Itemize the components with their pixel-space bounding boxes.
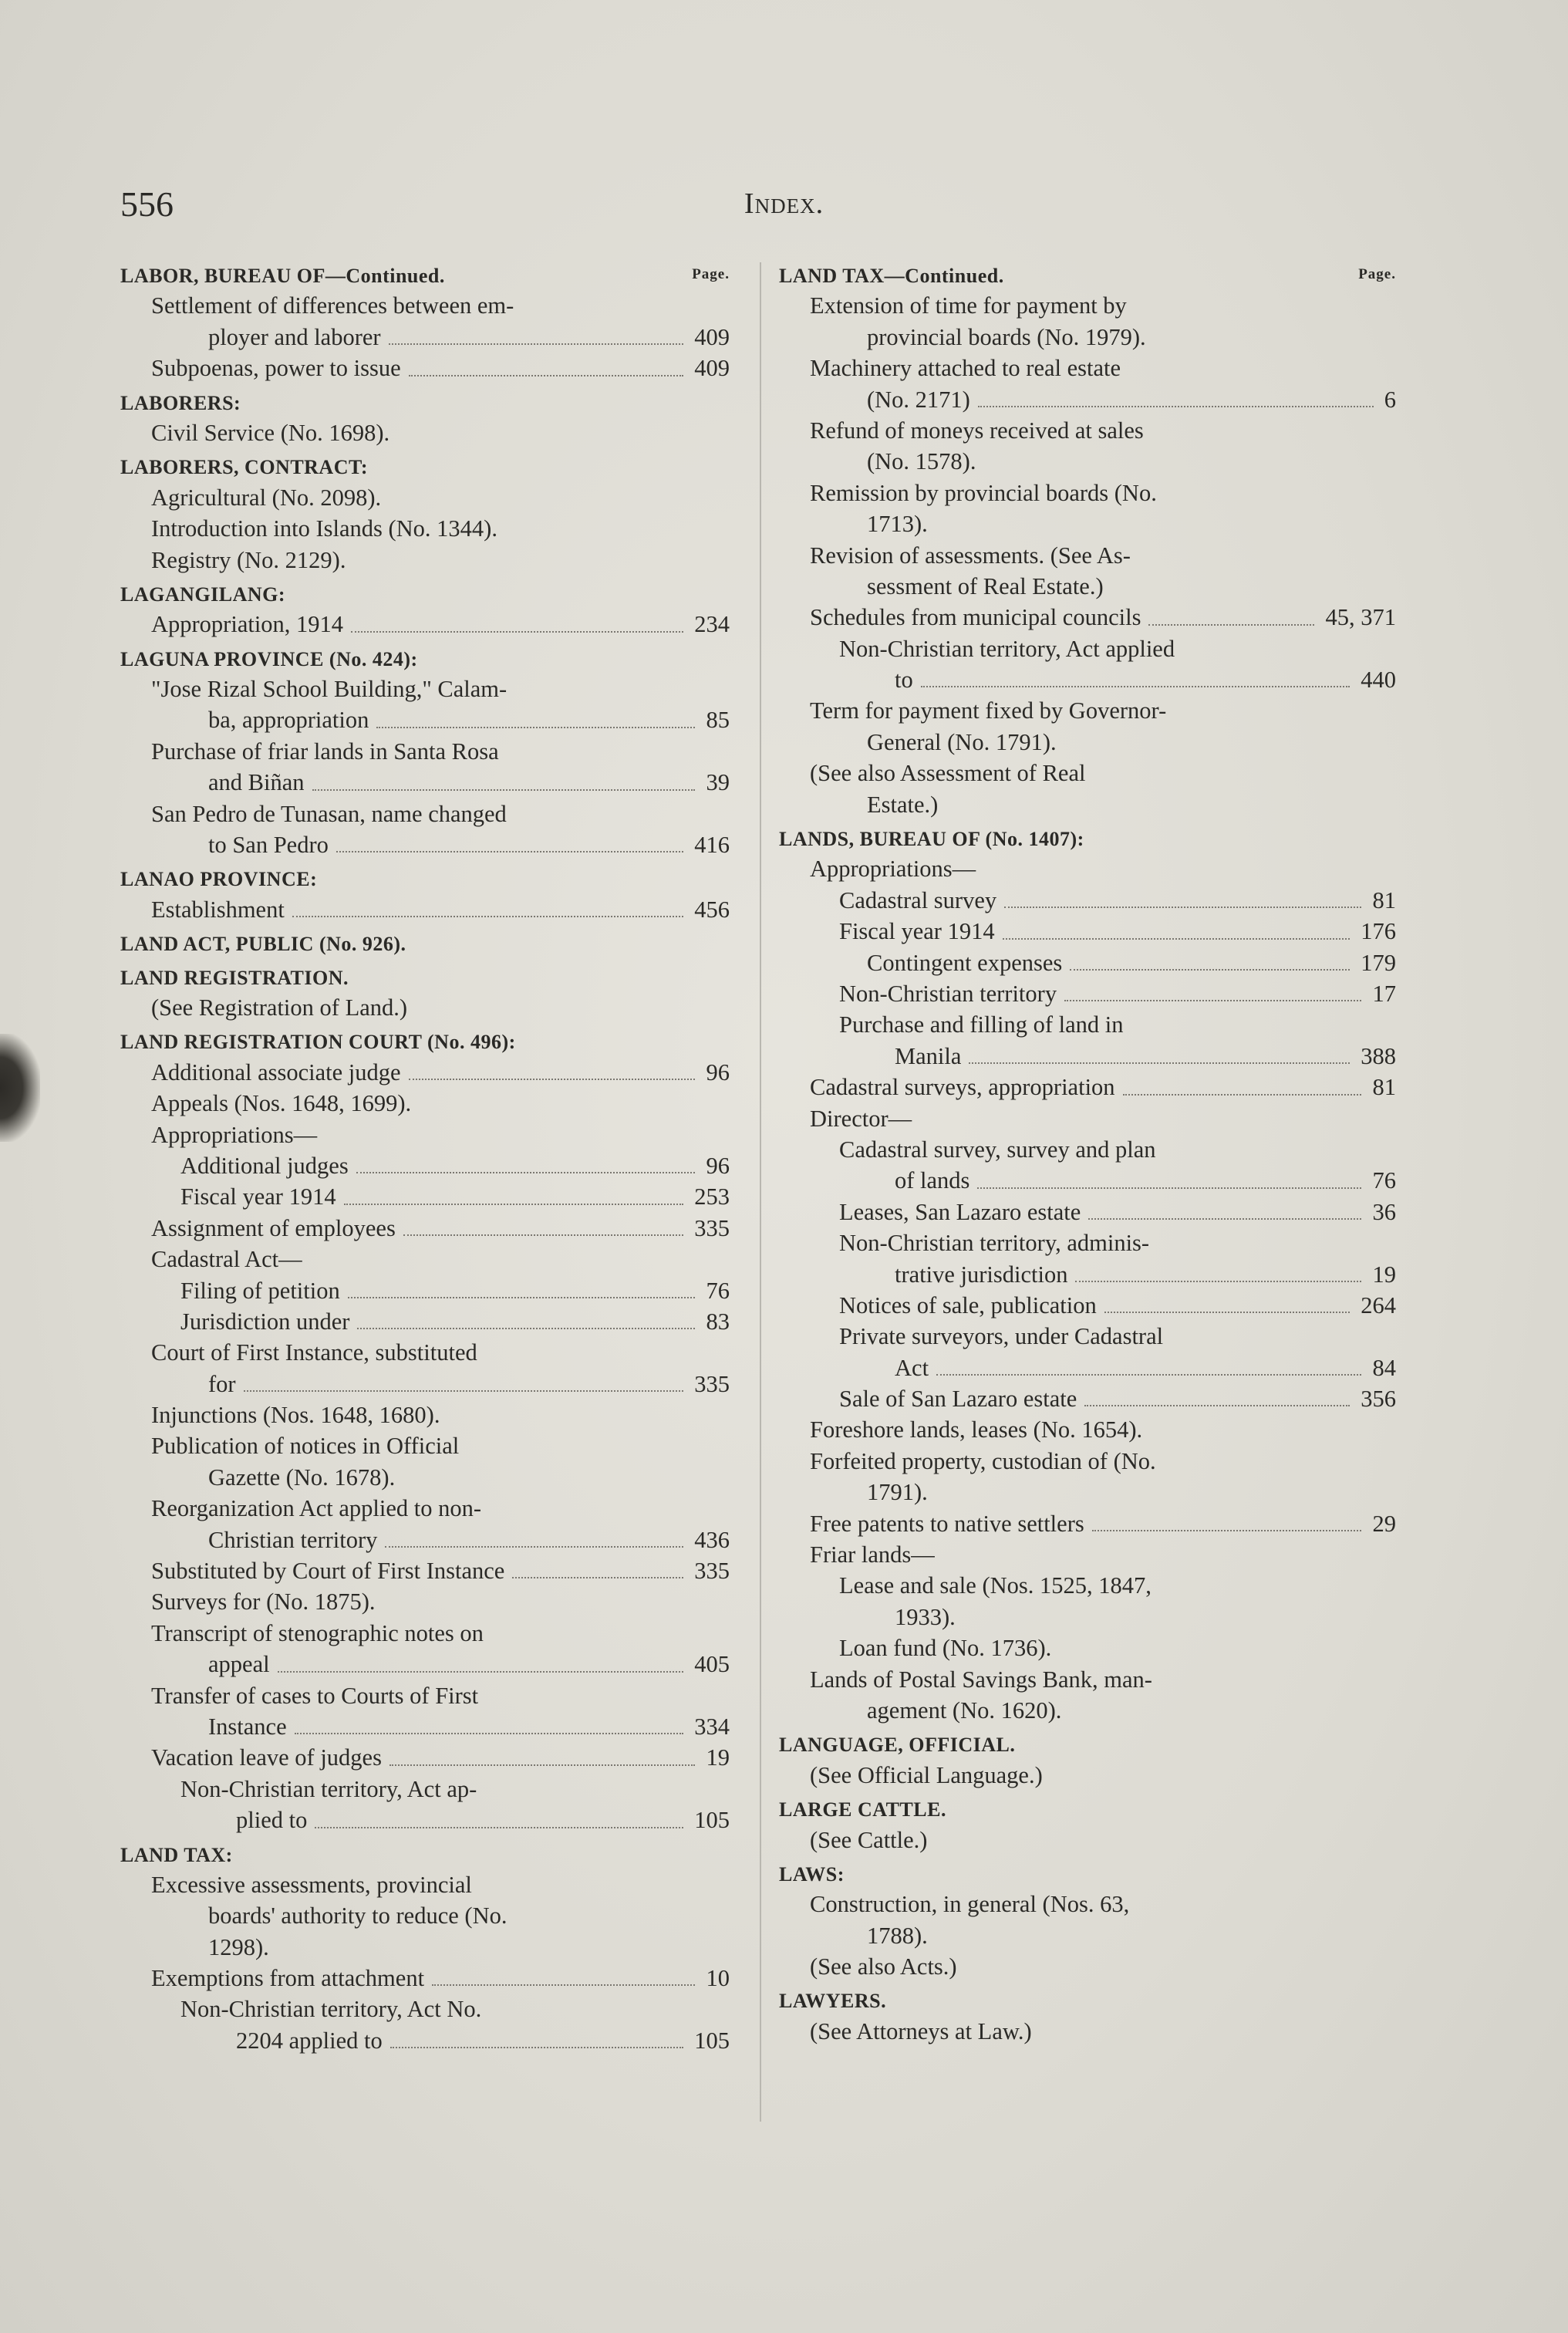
entry-text: Friar lands— — [810, 1541, 935, 1568]
entry-text: LAND REGISTRATION. — [120, 966, 349, 989]
page-reference: 176 — [1361, 918, 1396, 945]
entry-text: to San Pedro — [208, 832, 329, 859]
entry-text: Gazette (No. 1678). — [208, 1464, 396, 1491]
page-reference: 81 — [1372, 886, 1396, 913]
leader-dots — [351, 601, 683, 632]
page-column-label: Page. — [1358, 266, 1396, 282]
page-reference: 335 — [694, 1558, 730, 1585]
leader-dots — [969, 1033, 1350, 1064]
entry-text: Purchase and filling of land in — [839, 1011, 1124, 1038]
index-entry — [120, 482, 730, 513]
entry-text: LABORERS, CONTRACT: — [120, 456, 369, 479]
page-reference: 45, 371 — [1325, 604, 1396, 631]
leader-dots — [348, 1268, 695, 1298]
entry-text: Excessive assessments, provincial — [151, 1871, 472, 1898]
page-reference: 39 — [706, 769, 730, 796]
entry-text: Appropriations— — [810, 856, 976, 883]
index-entry — [120, 1649, 730, 1680]
entry-text: 1298). — [208, 1933, 269, 1960]
index-entry — [120, 1462, 730, 1493]
entry-text: Non-Christian territory, Act applied — [839, 635, 1175, 662]
leader-dots — [921, 657, 1350, 687]
index-entry — [120, 1213, 730, 1244]
entry-text: Agricultural (No. 2098). — [151, 484, 382, 511]
page-reference: 96 — [706, 1152, 730, 1179]
leader-dots — [336, 822, 683, 853]
entry-text: Surveys for (No. 1875). — [151, 1589, 376, 1616]
page-reference: 264 — [1361, 1291, 1396, 1318]
index-entry — [120, 1869, 730, 1900]
entry-text: (No. 2171) — [867, 386, 970, 413]
leader-dots — [357, 1298, 695, 1329]
page-reference: 85 — [706, 707, 730, 734]
entry-text: Sale of San Lazaro estate — [839, 1386, 1077, 1413]
entry-text: Machinery attached to real estate — [810, 355, 1121, 382]
index-entry — [120, 353, 730, 383]
page-reference: 84 — [1372, 1354, 1396, 1381]
entry-text: LAND TAX: — [120, 1843, 233, 1866]
entry-text: Additional judges — [180, 1152, 349, 1179]
page-reference: 10 — [706, 1965, 730, 1992]
entry-text: Lease and sale (Nos. 1525, 1847, — [839, 1572, 1152, 1599]
index-entry — [120, 513, 730, 544]
page-reference: 179 — [1361, 949, 1396, 976]
index-entry — [779, 602, 1396, 633]
entry-text: 1933). — [895, 1603, 956, 1630]
page-reference: 334 — [694, 1713, 730, 1740]
leader-dots — [1075, 1251, 1361, 1282]
index-entry — [779, 1508, 1396, 1539]
entry-text: Fiscal year 1914 — [180, 1183, 336, 1210]
entry-text: Cadastral survey, survey and plan — [839, 1136, 1156, 1163]
entry-text: LAND REGISTRATION COURT (No. 496): — [120, 1031, 516, 1054]
page-reference: 436 — [694, 1526, 730, 1553]
index-entry — [779, 664, 1396, 695]
entry-text: (See Attorneys at Law.) — [810, 2017, 1032, 2044]
index-entry — [779, 1197, 1396, 1227]
entry-text: ployer and laborer — [208, 323, 381, 350]
entry-text: Appropriations— — [151, 1121, 318, 1148]
entry-text: LAGUNA PROVINCE (No. 424): — [120, 647, 418, 670]
leader-dots — [1004, 877, 1361, 908]
leader-dots — [1088, 1189, 1361, 1220]
leader-dots — [1084, 1376, 1350, 1406]
index-column-left — [120, 259, 730, 2056]
entry-text: Introduction into Islands (No. 1344). — [151, 515, 497, 542]
index-entry — [120, 894, 730, 925]
entry-text: Purchase of friar lands in Santa Rosa — [151, 738, 499, 765]
index-entry — [779, 322, 1396, 353]
index-entry — [779, 1951, 1396, 1982]
index-entry — [779, 695, 1396, 726]
entry-text: Refund of moneys received at sales — [810, 417, 1144, 444]
page-reference: 405 — [694, 1651, 730, 1678]
leader-dots — [356, 1143, 695, 1173]
entry-text: (No. 1578). — [867, 448, 976, 475]
entry-text: Exemptions from attachment — [151, 1965, 425, 1992]
entry-text: appeal — [208, 1651, 270, 1678]
entry-text: Subpoenas, power to issue — [151, 355, 401, 382]
page-reference: 356 — [1361, 1386, 1396, 1413]
entry-text: LAND TAX—Continued. — [779, 265, 1004, 287]
entry-text: San Pedro de Tunasan, name changed — [151, 800, 507, 827]
index-entry — [120, 1399, 730, 1430]
entry-text: Cadastral Act— — [151, 1246, 302, 1273]
index-entry — [779, 1920, 1396, 1951]
index-entry — [120, 545, 730, 576]
entry-text: LABORERS: — [120, 391, 241, 414]
leader-dots — [385, 1517, 683, 1548]
leader-dots — [978, 376, 1374, 407]
index-entry — [779, 1664, 1396, 1695]
index-heading — [120, 451, 730, 481]
index-entry — [120, 704, 730, 735]
index-entry — [779, 446, 1396, 477]
entry-text: 1713). — [867, 511, 928, 538]
index-entry — [779, 1632, 1396, 1663]
index-entry — [120, 417, 730, 448]
page-reference: 83 — [706, 1308, 730, 1335]
index-entry — [779, 2016, 1396, 2047]
entry-text: LANDS, BUREAU OF (No. 1407): — [779, 828, 1084, 851]
index-heading — [120, 1838, 730, 1869]
leader-dots — [409, 1049, 695, 1080]
index-entry — [779, 1072, 1396, 1102]
entry-text: Forfeited property, custodian of (No. — [810, 1447, 1156, 1474]
entry-text: LAND ACT, PUBLIC (No. 926). — [120, 933, 406, 956]
leader-dots — [312, 759, 695, 790]
index-entry — [779, 508, 1396, 539]
page-reference: 440 — [1361, 667, 1396, 694]
page-reference: 105 — [694, 2027, 730, 2054]
leader-dots — [295, 1703, 683, 1734]
entry-text: General (No. 1791). — [867, 728, 1057, 755]
leader-dots — [278, 1641, 683, 1672]
entry-text: Vacation leave of judges — [151, 1744, 382, 1771]
entry-text: Publication of notices in Official — [151, 1433, 460, 1460]
entry-text: Reorganization Act applied to non- — [151, 1495, 482, 1522]
index-heading — [120, 259, 730, 290]
page-reference: 456 — [694, 896, 730, 923]
entry-text: LAWS: — [779, 1862, 845, 1886]
index-entry — [779, 1290, 1396, 1321]
index-column-right — [779, 259, 1396, 2047]
entry-text: Term for payment fixed by Governor- — [810, 697, 1167, 724]
entry-text: Private surveyors, under Cadastral — [839, 1323, 1164, 1350]
index-heading — [120, 643, 730, 674]
index-entry — [120, 1963, 730, 1994]
leader-dots — [1064, 971, 1361, 1001]
index-entry — [120, 1555, 730, 1586]
leader-dots — [344, 1173, 683, 1204]
entry-text: trative jurisdiction — [895, 1261, 1068, 1288]
index-entry — [779, 1760, 1396, 1791]
entry-text: Cadastral survey — [839, 886, 997, 913]
page-reference: 234 — [694, 611, 730, 638]
page-reference: 17 — [1372, 980, 1396, 1007]
index-entry — [779, 1383, 1396, 1414]
entry-text: "Jose Rizal School Building," Calam- — [151, 676, 507, 703]
entry-text: Manila — [895, 1042, 962, 1069]
entry-text: 1791). — [867, 1479, 928, 1506]
leader-dots — [1092, 1501, 1361, 1531]
index-entry — [779, 758, 1396, 788]
index-entry — [120, 1057, 730, 1088]
index-entry — [779, 384, 1396, 415]
index-entry — [779, 415, 1396, 446]
entry-text: Fiscal year 1914 — [839, 918, 995, 945]
leader-dots — [1148, 594, 1314, 625]
index-entry — [120, 1805, 730, 1835]
entry-text: Instance — [208, 1713, 287, 1740]
index-entry — [779, 978, 1396, 1009]
entry-text: (See Cattle.) — [810, 1826, 928, 1853]
page-number: 556 — [120, 184, 174, 224]
entry-text: Christian territory — [208, 1526, 378, 1553]
leader-dots — [390, 2017, 683, 2048]
entry-text: for — [208, 1370, 236, 1397]
index-heading — [779, 1858, 1396, 1889]
entry-text: Injunctions (Nos. 1648, 1680). — [151, 1402, 440, 1429]
page-reference: 81 — [1372, 1074, 1396, 1101]
page-reference: 36 — [1372, 1198, 1396, 1225]
page-reference: 253 — [694, 1183, 730, 1210]
entry-text: LAWYERS. — [779, 1990, 887, 2013]
entry-text: Notices of sale, publication — [839, 1291, 1097, 1318]
entry-text: Cadastral surveys, appropriation — [810, 1074, 1115, 1101]
entry-text: LAGANGILANG: — [120, 582, 286, 606]
entry-text: LANAO PROVINCE: — [120, 868, 318, 891]
entry-text: Filing of petition — [180, 1277, 340, 1304]
page-reference: 409 — [694, 323, 730, 350]
entry-text: Foreshore lands, leases (No. 1654). — [810, 1416, 1143, 1443]
page-reference: 19 — [1372, 1261, 1396, 1288]
index-entry — [120, 1900, 730, 1931]
index-heading — [779, 259, 1396, 290]
entry-text: Jurisdiction under — [180, 1308, 350, 1335]
leader-dots — [432, 1955, 695, 1986]
entry-text: Revision of assessments. (See As- — [810, 542, 1131, 569]
entry-text: 1788). — [867, 1922, 928, 1949]
index-heading — [779, 1984, 1396, 2015]
page-reference: 19 — [706, 1744, 730, 1771]
leader-dots — [292, 886, 683, 917]
leader-dots — [1123, 1064, 1361, 1095]
index-heading — [120, 927, 730, 958]
entry-text: Schedules from municipal councils — [810, 604, 1141, 631]
index-heading — [120, 961, 730, 992]
entry-text: LARGE CATTLE. — [779, 1798, 946, 1821]
entry-text: Settlement of differences between em- — [151, 292, 514, 319]
page-reference: 6 — [1384, 386, 1396, 413]
index-entry — [779, 478, 1396, 508]
index-entry — [120, 829, 730, 860]
index-heading — [779, 1793, 1396, 1824]
leader-dots — [244, 1361, 683, 1392]
entry-text: Establishment — [151, 896, 285, 923]
index-entry — [779, 540, 1396, 571]
leader-dots — [376, 697, 695, 728]
scan-shadow — [0, 1034, 40, 1142]
page-reference: 29 — [1372, 1510, 1396, 1537]
entry-text: Contingent expenses — [867, 949, 1063, 976]
index-entry — [120, 1742, 730, 1773]
leader-dots — [409, 345, 683, 376]
entry-text: Estate.) — [867, 791, 939, 818]
index-entry — [779, 727, 1396, 758]
entry-text: 2204 applied to — [236, 2027, 383, 2054]
index-entry — [779, 1889, 1396, 1919]
index-entry — [120, 767, 730, 798]
entry-text: LABOR, BUREAU OF—Continued. — [120, 265, 445, 287]
entry-text: Extension of time for payment by — [810, 292, 1127, 319]
entry-text: Transfer of cases to Courts of First — [151, 1682, 479, 1709]
index-entry — [779, 1570, 1396, 1601]
entry-text: Free patents to native settlers — [810, 1510, 1084, 1537]
index-entry — [779, 1446, 1396, 1477]
entry-text: Construction, in general (Nos. 63, — [810, 1891, 1130, 1918]
entry-text: Civil Service (No. 1698). — [151, 419, 390, 446]
index-entry — [779, 1695, 1396, 1726]
page-reference: 96 — [706, 1058, 730, 1085]
entry-text: Non-Christian territory — [839, 980, 1057, 1007]
index-entry — [779, 789, 1396, 820]
leader-dots — [1070, 940, 1350, 971]
index-entry — [120, 992, 730, 1023]
leader-dots — [977, 1157, 1361, 1188]
entry-text: of lands — [895, 1167, 970, 1194]
page-reference: 388 — [1361, 1042, 1396, 1069]
entry-text: Appeals (Nos. 1648, 1699). — [151, 1090, 412, 1117]
page-reference: 76 — [706, 1277, 730, 1304]
index-entry — [120, 2025, 730, 2056]
entry-text: Director— — [810, 1105, 912, 1132]
entry-text: Additional associate judge — [151, 1058, 401, 1085]
leader-dots — [1003, 908, 1350, 939]
page-column-label: Page. — [692, 266, 730, 282]
entry-text: (See Registration of Land.) — [151, 994, 408, 1021]
index-heading — [779, 1728, 1396, 1759]
entry-text: to — [895, 667, 913, 694]
page-reference: 416 — [694, 832, 730, 859]
entry-text: sessment of Real Estate.) — [867, 572, 1104, 599]
entry-text: ba, appropriation — [208, 707, 369, 734]
index-heading — [779, 822, 1396, 853]
leader-dots — [315, 1797, 683, 1828]
entry-text: Remission by provincial boards (No. — [810, 479, 1157, 506]
index-entry — [120, 1306, 730, 1337]
index-entry — [779, 290, 1396, 321]
leader-dots — [512, 1548, 683, 1578]
leader-dots — [1104, 1282, 1350, 1313]
entry-text: provincial boards (No. 1979). — [867, 323, 1146, 350]
leader-dots — [936, 1345, 1361, 1376]
index-entry — [779, 1539, 1396, 1570]
column-divider — [760, 262, 761, 2122]
entry-text: Transcript of stenographic notes on — [151, 1619, 484, 1646]
entry-text: LANGUAGE, OFFICIAL. — [779, 1734, 1016, 1757]
running-head: Index. — [744, 187, 824, 220]
index-entry — [779, 1103, 1396, 1134]
entry-text: Act — [895, 1354, 929, 1381]
leader-dots — [389, 1734, 695, 1765]
page-reference: 335 — [694, 1214, 730, 1241]
entry-text: Leases, San Lazaro estate — [839, 1198, 1081, 1225]
page-reference: 76 — [1372, 1167, 1396, 1194]
entry-text: Lands of Postal Savings Bank, man- — [810, 1666, 1152, 1693]
entry-text: (See Official Language.) — [810, 1761, 1043, 1788]
entry-text: Assignment of employees — [151, 1214, 396, 1241]
leader-dots — [389, 314, 683, 345]
entry-text: Loan fund (No. 1736). — [839, 1635, 1052, 1662]
index-entry — [120, 1088, 730, 1119]
page-reference: 409 — [694, 355, 730, 382]
entry-text: (See also Acts.) — [810, 1953, 957, 1980]
entry-text: Registry (No. 2129). — [151, 546, 346, 573]
entry-text: plied to — [236, 1807, 308, 1834]
entry-text: Non-Christian territory, Act ap- — [180, 1775, 477, 1802]
entry-text: Non-Christian territory, Act No. — [180, 1996, 482, 2023]
index-entry — [120, 1369, 730, 1399]
entry-text: and Biñan — [208, 769, 305, 796]
entry-text: Non-Christian territory, adminis- — [839, 1230, 1150, 1257]
entry-text: boards' authority to reduce (No. — [208, 1903, 507, 1930]
index-entry — [120, 609, 730, 640]
page-reference: 105 — [694, 1807, 730, 1834]
index-entry — [120, 1586, 730, 1617]
page-reference: 335 — [694, 1370, 730, 1397]
entry-text: Court of First Instance, substituted — [151, 1339, 477, 1366]
index-entry — [779, 1825, 1396, 1855]
index-heading — [120, 387, 730, 417]
entry-text: Substituted by Court of First Instance — [151, 1558, 505, 1585]
entry-text: agement (No. 1620). — [867, 1697, 1062, 1724]
index-entry — [779, 1602, 1396, 1632]
entry-text: (See also Assessment of Real — [810, 760, 1086, 787]
entry-text: Appropriation, 1914 — [151, 611, 344, 638]
index-entry — [779, 1414, 1396, 1445]
leader-dots — [403, 1205, 683, 1236]
index-entry — [120, 1430, 730, 1461]
